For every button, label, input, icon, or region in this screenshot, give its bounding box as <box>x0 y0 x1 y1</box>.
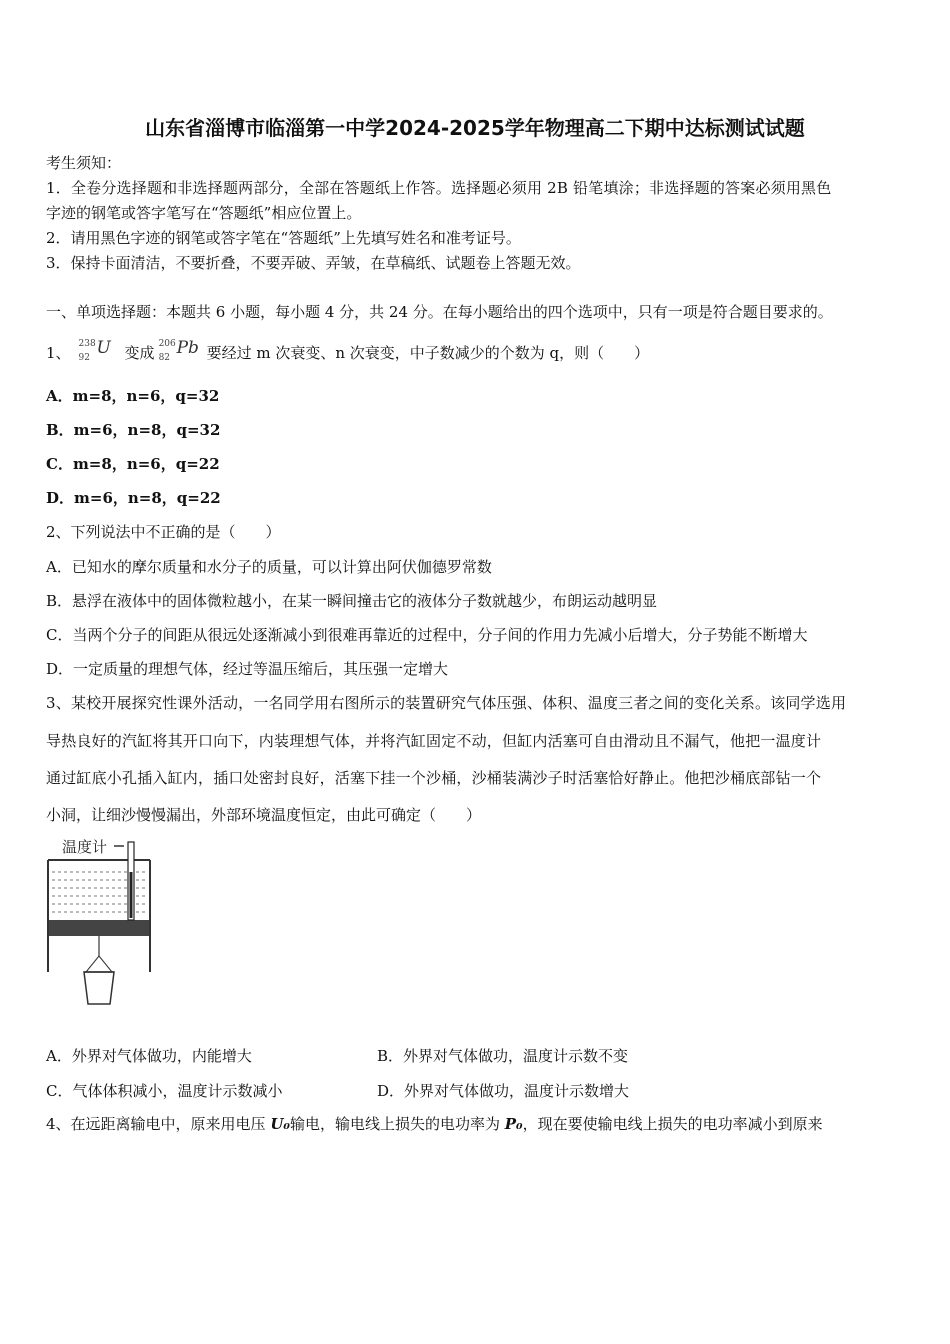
question-1-option-c: C．m=8，n=6，q=22 <box>46 455 220 473</box>
section-1-heading: 一、单项选择题：本题共 6 小题，每小题 4 分，共 24 分。在每小题给出的四个选项中，只有一项是符合题目要求的。 <box>46 303 833 321</box>
question-4-voltage-symbol: U₀ <box>270 1115 290 1133</box>
sand-bucket <box>84 936 114 1004</box>
uranium-symbol: U <box>96 338 111 358</box>
question-3-option-a: A．外界对气体做功，内能增大 <box>46 1047 252 1065</box>
notice-item-3: 3．保持卡面清洁，不要折叠，不要弄破、弄皱，在草稿纸、试题卷上答题无效。 <box>46 254 581 272</box>
question-4-power-symbol: P₀ <box>504 1115 523 1133</box>
lead-atomic-number: 82 <box>158 353 171 363</box>
question-2-stem: 2、下列说法中不正确的是（ ） <box>46 523 281 541</box>
question-1-option-a: A．m=8，n=6，q=32 <box>46 387 220 405</box>
question-3-stem-line-2: 导热良好的汽缸将其开口向下，内装理想气体，并将汽缸固定不动，但缸内活塞可自由滑动且不漏气，他把一温度计 <box>46 732 822 750</box>
question-3-stem-line-3: 通过缸底小孔插入缸内，插口处密封良好，活塞下挂一个沙桶，沙桶装满沙子时活塞恰好静止。他把沙桶底部钻一个 <box>46 769 822 787</box>
question-2-option-b: B．悬浮在液体中的固体微粒越小，在某一瞬间撞击它的液体分子数就越少，布朗运动越明显 <box>46 592 658 610</box>
thermometer <box>128 842 134 920</box>
question-1-option-d: D．m=6，n=8，q=22 <box>46 489 221 507</box>
lead-mass-number: 206 <box>158 339 176 349</box>
question-4-stem <box>46 1114 823 1134</box>
thermometer-label: 温度计 <box>62 838 108 856</box>
uranium-atomic-number: 92 <box>78 353 90 363</box>
lead-symbol: Pb <box>176 338 199 358</box>
page-title: 山东省淄博市临淄第一中学2024-2025学年物理高二下期中达标测试试题 <box>145 116 805 140</box>
question-1-rest-text: 要经过 m 次衰变、n 次衰变，中子数减少的个数为 q，则（ ） <box>206 344 650 362</box>
question-1-mid-text: 变成 <box>124 344 155 362</box>
question-2-option-d: D．一定质量的理想气体，经过等温压缩后，其压强一定增大 <box>46 660 449 678</box>
question-4-stem-end: ，现在要使输电线上损失的电功率减小到原来 <box>522 1115 823 1133</box>
question-3-stem-line-1: 3、某校开展探究性课外活动，一名同学用右图所示的装置研究气体压强、体积、温度三者之间的变化关系。该同学选用 <box>46 694 847 712</box>
question-4-stem-start: 4、在远距离输电中，原来用电压 <box>46 1115 271 1133</box>
question-1-number: 1、 <box>46 344 71 362</box>
uranium-mass-number: 238 <box>78 339 96 349</box>
question-3-option-b: B．外界对气体做功，温度计示数不变 <box>377 1047 629 1065</box>
question-2-option-a: A．已知水的摩尔质量和水分子的质量，可以计算出阿伏伽德罗常数 <box>46 558 492 576</box>
question-3-option-d: D．外界对气体做功，温度计示数增大 <box>377 1082 630 1100</box>
question-3-stem-line-4: 小洞，让细沙慢慢漏出，外部环境温度恒定，由此可确定（ ） <box>46 806 482 824</box>
notice-item-1-line-2: 字迹的钢笔或答字笔写在“答题纸”相应位置上。 <box>46 204 362 222</box>
question-3-option-c: C．气体体积减小，温度计示数减小 <box>46 1082 283 1100</box>
notice-item-2: 2．请用黑色字迹的钢笔或答字笔在“答题纸”上先填写姓名和准考证号。 <box>46 229 521 247</box>
question-1-stem <box>46 338 649 363</box>
uranium-nuclide <box>71 338 125 362</box>
piston <box>49 920 149 936</box>
notice-heading: 考生须知： <box>46 154 122 172</box>
cylinder-apparatus-figure <box>44 832 164 1012</box>
question-2-option-c: C．当两个分子的间距从很远处逐渐减小到很难再靠近的过程中，分子间的作用力先减小后增大，分子势能不断增大 <box>46 626 808 644</box>
notice-item-1-line-1: 1．全卷分选择题和非选择题两部分，全部在答题纸上作答。选择题必须用 2B 铅笔填涂；非选择题的答案必须用黑色 <box>46 179 832 197</box>
question-4-stem-mid: 输电，输电线上损失的电功率为 <box>289 1115 505 1133</box>
question-1-option-b: B．m=6，n=8，q=32 <box>46 421 221 439</box>
lead-nuclide <box>155 338 207 362</box>
